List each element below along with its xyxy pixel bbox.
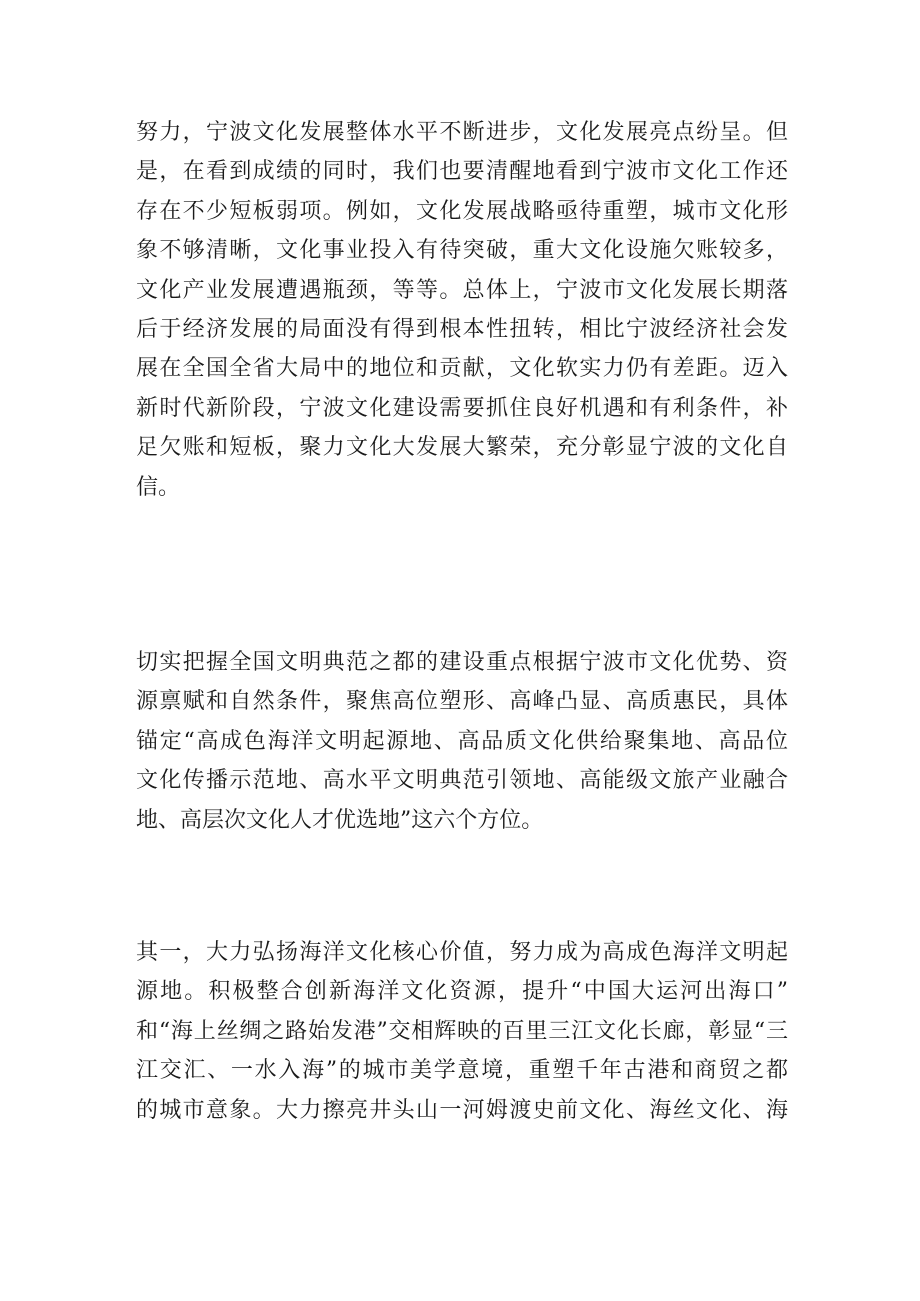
text-line: 是，在看到成绩的同时，我们也要清醒地看到宁波市文化工作还 xyxy=(136,159,788,185)
text-line: 新时代新阶段，宁波文化建设需要抓住良好机遇和有利条件，补 xyxy=(136,395,788,421)
text-line: 其一，大力弘扬海洋文化核心价值，努力成为高成色海洋文明起 xyxy=(136,940,788,965)
text-line: 信。 xyxy=(136,474,181,500)
text-line: 切实把握全国文明典范之都的建设重点根据宁波市文化优势、资 xyxy=(136,650,788,675)
text-line: 展在全国全省大局中的地位和贡献，文化软实力仍有差距。迈入 xyxy=(136,356,788,382)
text-line: 文化传播示范地、高水平文明典范引领地、高能级文旅产业融合 xyxy=(136,768,788,794)
text-line: 文化产业发展遭遇瓶颈，等等。总体上，宁波市文化发展长期落 xyxy=(136,277,788,303)
text-line: 的城市意象。大力擦亮井头山一河姆渡史前文化、海丝文化、海 xyxy=(136,1097,788,1123)
paragraph-3 xyxy=(136,933,788,1130)
text-line: 源地。积极整合创新海洋文化资源，提升“中国大运河出海口” xyxy=(136,979,788,1005)
paragraph-1 xyxy=(136,113,788,507)
text-line: 江交汇、一水入海”的城市美学意境，重塑千年古港和商贸之都 xyxy=(136,1058,788,1084)
text-line: 努力，宁波文化发展整体水平不断进步，文化发展亮点纷呈。但 xyxy=(136,120,788,145)
text-line: 源禀赋和自然条件，聚焦高位塑形、高峰凸显、高质惠民，具体 xyxy=(136,689,788,715)
text-line: 足欠账和短板，聚力文化大发展大繁荣，充分彰显宁波的文化自 xyxy=(136,435,788,461)
text-line: 地、高层次文化人才优选地”这六个方位。 xyxy=(136,807,544,833)
text-line: 锚定“高成色海洋文明起源地、高品质文化供给聚集地、高品位 xyxy=(136,728,788,754)
paragraph-2 xyxy=(136,643,788,840)
text-line: 象不够清晰，文化事业投入有待突破，重大文化设施欠账较多， xyxy=(136,238,788,264)
text-line: 和“海上丝绸之路始发港”交相辉映的百里三江文化长廊，彰显“三 xyxy=(136,1018,788,1044)
text-line: 存在不少短板弱项。例如，文化发展战略亟待重塑，城市文化形 xyxy=(136,198,788,224)
text-line: 后于经济发展的局面没有得到根本性扭转，相比宁波经济社会发 xyxy=(136,316,788,342)
